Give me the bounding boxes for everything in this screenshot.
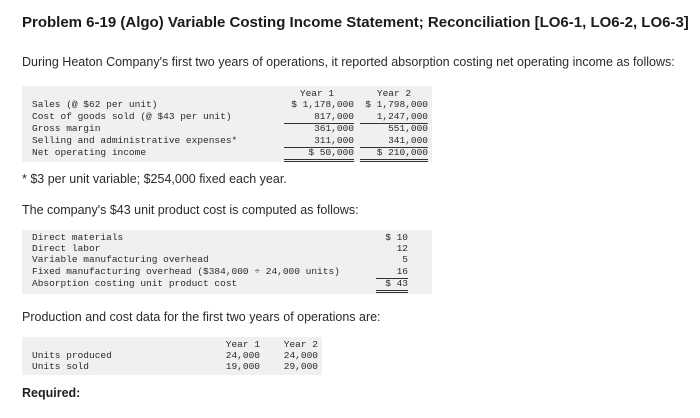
col-header-year2: Year 2	[376, 88, 412, 99]
cogs-year1: 817,000	[284, 111, 354, 124]
income-statement-panel	[22, 86, 432, 162]
selling-admin-year1: 311,000	[284, 135, 354, 148]
selling-admin-year2: 341,000	[360, 135, 428, 148]
row-label-cogs: Cost of goods sold (@ $43 per unit)	[32, 111, 232, 122]
units-sold-year1: 19,000	[225, 361, 260, 372]
gross-margin-year2: 551,000	[388, 123, 428, 134]
noi-year1: $ 50,000	[284, 147, 354, 162]
row-label-net-operating-income: Net operating income	[32, 147, 147, 158]
sales-year2: $ 1,798,000	[365, 99, 428, 110]
row-label-selling-admin: Selling and administrative expenses*	[32, 135, 238, 146]
intro-text: During Heaton Company's first two years of operations, it reported absorption costing net operating income as follows:	[22, 55, 675, 69]
fixed-overhead-value: 16	[376, 266, 408, 279]
cogs-year2: 1,247,000	[360, 111, 428, 124]
required-label: Required:	[22, 386, 81, 400]
variable-overhead-value: 5	[402, 254, 408, 265]
row-label-direct-labor: Direct labor	[32, 243, 101, 254]
production-intro: Production and cost data for the first two years of operations are:	[22, 310, 381, 324]
row-label-absorption-unit-cost: Absorption costing unit product cost	[32, 278, 238, 289]
row-label-direct-materials: Direct materials	[32, 232, 124, 243]
units-produced-year1: 24,000	[225, 350, 260, 361]
row-label-gross-margin: Gross margin	[32, 123, 101, 134]
units-sold-year2: 29,000	[283, 361, 318, 372]
absorption-unit-cost-value: $ 43	[376, 278, 408, 293]
row-label-fixed-overhead: Fixed manufacturing overhead ($384,000 ÷ 24,000 units)	[32, 266, 340, 277]
sales-year1: $ 1,178,000	[291, 99, 354, 110]
unit-cost-panel	[22, 230, 432, 294]
col-header-year1: Year 1	[299, 88, 335, 99]
gross-margin-year1: 361,000	[314, 123, 354, 134]
footnote-text: * $3 per unit variable; $254,000 fixed each year.	[22, 172, 287, 186]
row-label-units-produced: Units produced	[32, 350, 112, 361]
row-label-sales: Sales (@ $62 per unit)	[32, 99, 158, 110]
prod-col-header-year1: Year 1	[225, 339, 260, 350]
units-produced-year2: 24,000	[283, 350, 318, 361]
production-panel	[22, 337, 322, 375]
noi-year2: $ 210,000	[360, 147, 428, 162]
direct-materials-value: $ 10	[385, 232, 408, 243]
row-label-units-sold: Units sold	[32, 361, 90, 372]
problem-title: Problem 6-19 (Algo) Variable Costing Income Statement; Reconciliation [LO6-1, LO6-2, LO6-3]	[22, 14, 689, 31]
prod-col-header-year2: Year 2	[283, 339, 318, 350]
direct-labor-value: 12	[396, 243, 408, 254]
row-label-variable-overhead: Variable manufacturing overhead	[32, 254, 209, 265]
unit-cost-intro: The company's $43 unit product cost is computed as follows:	[22, 203, 359, 217]
